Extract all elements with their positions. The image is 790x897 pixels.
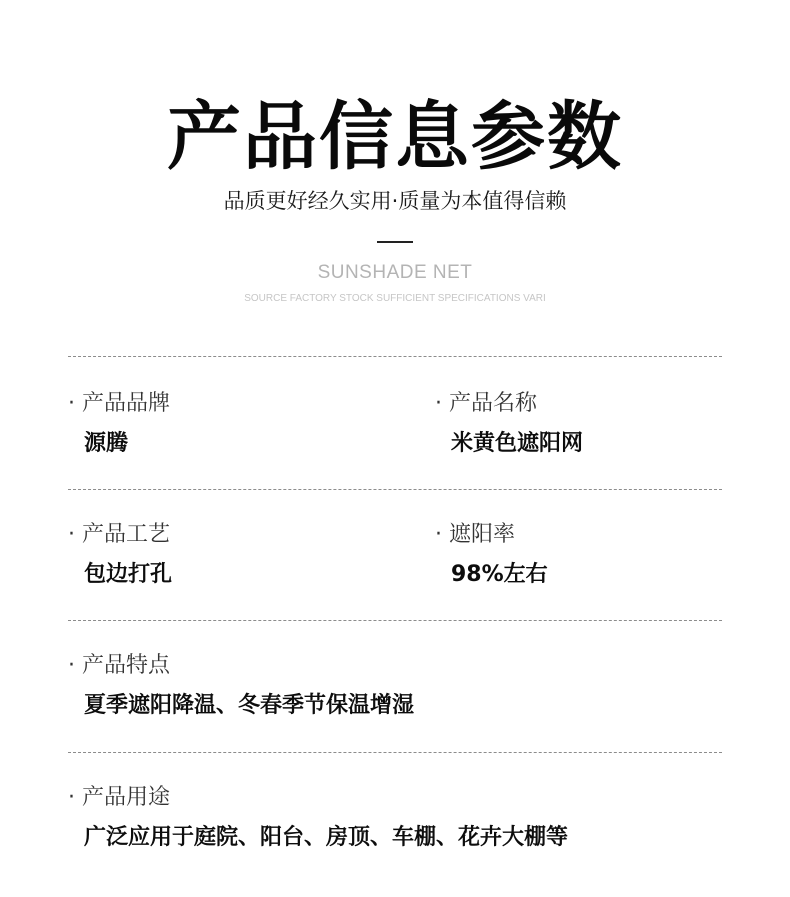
param-label-text: 产品名称 <box>449 391 538 416</box>
bullet-dot: · <box>68 391 75 416</box>
bullet-dot: · <box>68 653 75 678</box>
param-label-text: 产品品牌 <box>82 391 171 416</box>
bullet-dot: · <box>68 785 75 810</box>
param-value: 包边打孔 <box>84 562 173 587</box>
dashed-divider <box>68 752 722 753</box>
param-label <box>435 520 548 550</box>
param-label-text: 遮阳率 <box>449 522 516 547</box>
english-title: SUNSHADE NET <box>317 262 473 283</box>
param-label <box>68 783 568 813</box>
param-value: 广泛应用于庭院、阳台、房顶、车棚、花卉大棚等 <box>84 825 569 850</box>
param-label <box>68 389 170 419</box>
tagline: 品质更好经久实用·质量为本值得信赖 <box>223 189 567 213</box>
dashed-divider <box>68 620 722 621</box>
title-underline <box>377 241 413 243</box>
param-brand <box>68 389 170 459</box>
dashed-divider <box>68 356 722 357</box>
param-value: 源腾 <box>84 431 129 456</box>
english-subtitle: SOURCE FACTORY STOCK SUFFICIENT SPECIFICATIONS VARI <box>244 293 546 304</box>
param-label-text: 产品工艺 <box>82 522 171 547</box>
dashed-divider <box>68 489 722 490</box>
bullet-dot: · <box>68 522 75 547</box>
param-label-text: 产品用途 <box>82 785 171 810</box>
param-name <box>435 389 583 459</box>
param-value: 米黄色遮阳网 <box>451 431 584 456</box>
param-label <box>68 520 172 550</box>
param-value: 夏季遮阳降温、冬春季节保温增湿 <box>84 693 415 718</box>
bullet-dot: · <box>435 522 442 547</box>
param-label <box>68 651 414 681</box>
param-shade-rate <box>435 520 548 590</box>
param-craft <box>68 520 172 590</box>
bullet-dot: · <box>435 391 442 416</box>
param-label <box>435 389 583 419</box>
param-value: 98%左右 <box>451 562 548 587</box>
page-title: 产品信息参数 <box>167 94 623 180</box>
param-label-text: 产品特点 <box>82 653 171 678</box>
param-features <box>68 651 414 721</box>
param-usage <box>68 783 568 853</box>
